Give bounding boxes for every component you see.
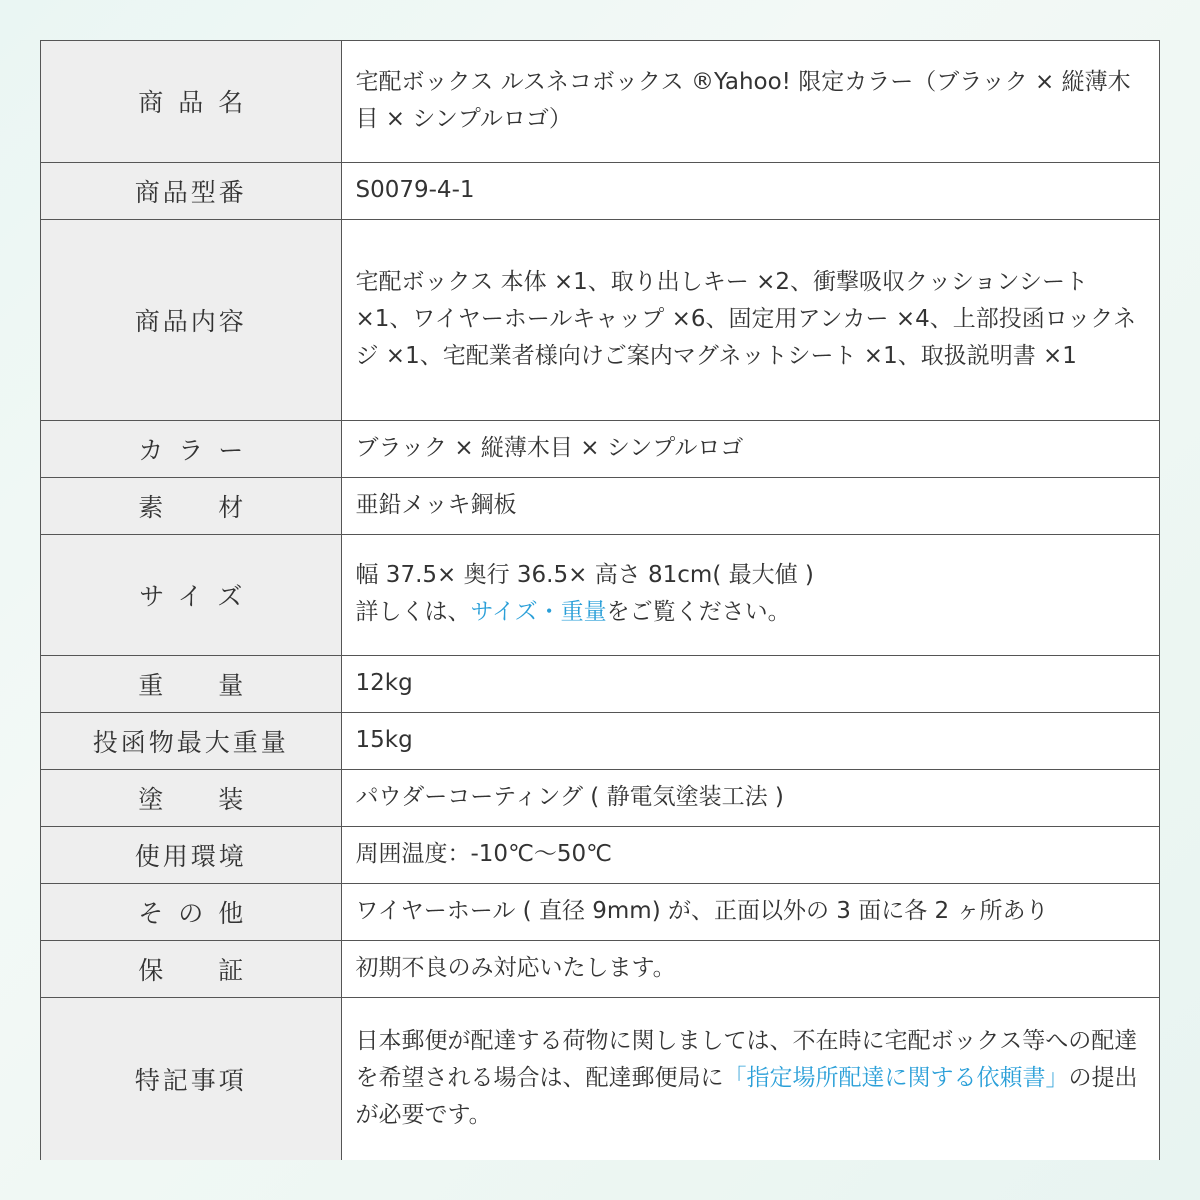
value-special-notes: [341, 997, 1159, 1160]
label-environment: 使用環境: [41, 826, 341, 883]
size-detail-suffix: をご覧ください。: [606, 598, 791, 625]
notes-suffix: の提出が必要です。: [355, 1065, 1138, 1129]
label-other: その他: [41, 883, 341, 940]
size-detail-line: [356, 594, 1148, 631]
row-warranty: [41, 940, 1159, 997]
label-warranty: 保証: [41, 940, 341, 997]
label-max-weight: 投函物最大重量: [41, 712, 341, 769]
row-environment: [41, 826, 1159, 883]
label-size: サイズ: [41, 534, 341, 655]
value-product-name: 宅配ボックス ルスネコボックス ®Yahoo! 限定カラー（ブラック × 縦薄木目 × シンプルロゴ）: [341, 41, 1159, 162]
label-coating: 塗装: [41, 769, 341, 826]
size-dimensions: 幅 37.5× 奥行 36.5× 高さ 81cm( 最大値 ): [355, 561, 814, 588]
value-color: ブラック × 縦薄木目 × シンプルロゴ: [341, 420, 1159, 477]
size-weight-link[interactable]: サイズ・重量: [470, 598, 607, 625]
value-other: ワイヤーホール ( 直径 9mm) が、正面以外の 3 面に各 2 ヶ所あり: [341, 883, 1159, 940]
row-contents: [41, 219, 1159, 420]
value-warranty: 初期不良のみ対応いたします。: [341, 940, 1159, 997]
row-weight: [41, 655, 1159, 712]
label-contents: 商品内容: [41, 219, 341, 420]
value-material: 亜鉛メッキ鋼板: [341, 477, 1159, 534]
row-max-weight: [41, 712, 1159, 769]
label-product-name: 商品名: [41, 41, 341, 162]
label-weight: 重量: [41, 655, 341, 712]
row-special-notes: [41, 997, 1159, 1160]
value-size: [341, 534, 1159, 655]
size-detail-prefix: 詳しくは、: [355, 598, 471, 625]
value-weight: 12kg: [341, 655, 1159, 712]
row-color: [41, 420, 1159, 477]
row-material: [41, 477, 1159, 534]
row-size: [41, 534, 1159, 655]
value-coating: パウダーコーティング ( 静電気塗装工法 ): [341, 769, 1159, 826]
value-max-weight: 15kg: [341, 712, 1159, 769]
spec-table: [41, 41, 1159, 1160]
spec-sheet: [40, 40, 1160, 1160]
label-color: カラー: [41, 420, 341, 477]
request-form-link[interactable]: 「指定場所配達に関する依頼書」: [723, 1065, 1069, 1092]
label-material: 素材: [41, 477, 341, 534]
value-contents: 宅配ボックス 本体 ×1、取り出しキー ×2、衝撃吸収クッションシート ×1、ワイヤーホールキャップ ×6、固定用アンカー ×4、上部投函ロックネジ ×1、宅配業者様向けご案内マグネットシート ×1、取扱説明書 ×1: [341, 219, 1159, 420]
notes-prefix: 日本郵便が配達する荷物に関しましては、不在時に宅配ボックス等への配達を希望される場合は、配達郵便局に: [355, 1028, 1138, 1092]
value-environment: 周囲温度：-10℃～50℃: [341, 826, 1159, 883]
row-other: [41, 883, 1159, 940]
label-model-number: 商品型番: [41, 162, 341, 219]
row-model-number: [41, 162, 1159, 219]
value-model-number: S0079-4-1: [341, 162, 1159, 219]
label-special-notes: 特記事項: [41, 997, 341, 1160]
row-coating: [41, 769, 1159, 826]
row-product-name: [41, 41, 1159, 162]
